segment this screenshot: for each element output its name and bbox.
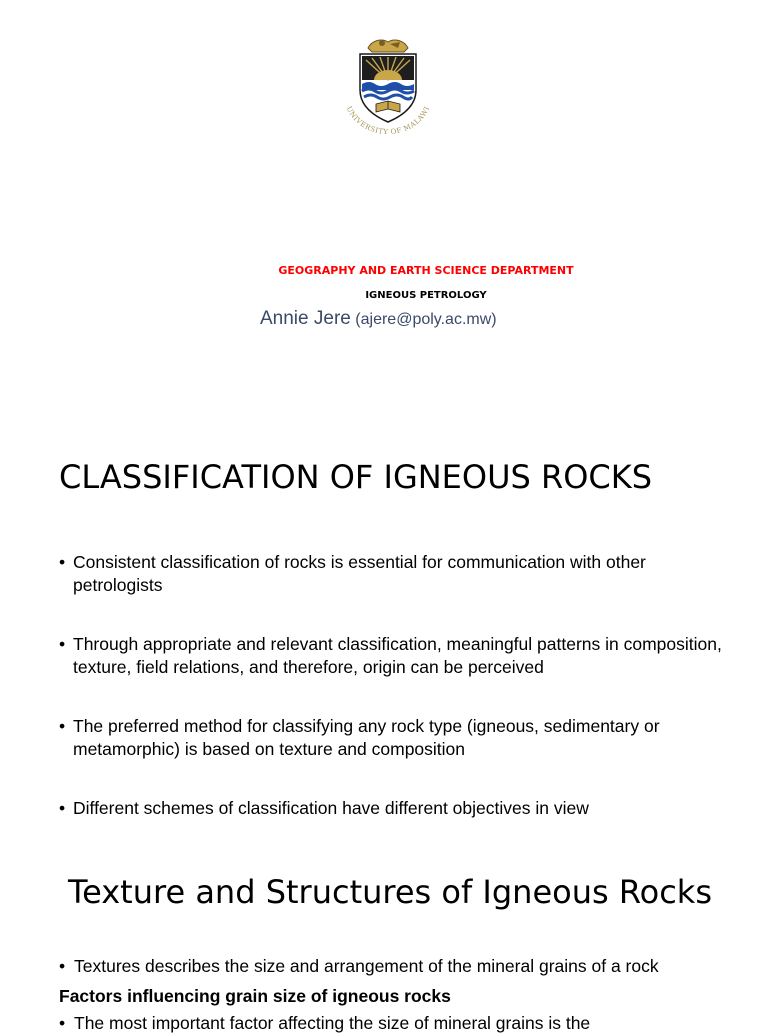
texture-bullet: • Textures describes the size and arrangement of the mineral grains of a rock [59, 956, 768, 977]
section-title-texture: Texture and Structures of Igneous Rocks [68, 873, 712, 911]
list-item: • The preferred method for classifying any rock type (igneous, sedimentary or metamorphic) is based on texture and composition [59, 715, 739, 761]
logo-text: UNIVERSITY OF MALAWI [344, 105, 432, 137]
author-email: (ajere@poly.ac.mw) [355, 311, 497, 328]
lion-crest-icon [368, 40, 408, 52]
department-name: GEOGRAPHY AND EARTH SCIENCE DEPARTMENT [278, 264, 574, 277]
list-item: • Through appropriate and relevant classification, meaningful patterns in composition, texture, field relations, and therefore, origin can be perceived [59, 633, 739, 679]
author-name: Annie Jere [260, 308, 351, 329]
partial-bullet: • The most important factor affecting the size of mineral grains is the [59, 1013, 768, 1034]
author-line [260, 308, 497, 330]
list-item: • Consistent classification of rocks is essential for communication with other petrologists [59, 551, 739, 597]
section-title-classification: CLASSIFICATION OF IGNEOUS ROCKS [59, 458, 653, 496]
factors-subheading: Factors influencing grain size of igneous rocks [59, 986, 451, 1006]
course-title: IGNEOUS PETROLOGY [365, 290, 487, 301]
university-logo [338, 34, 438, 142]
list-item: • Different schemes of classification have different objectives in view [59, 797, 739, 820]
classification-bullet-list [59, 551, 739, 820]
